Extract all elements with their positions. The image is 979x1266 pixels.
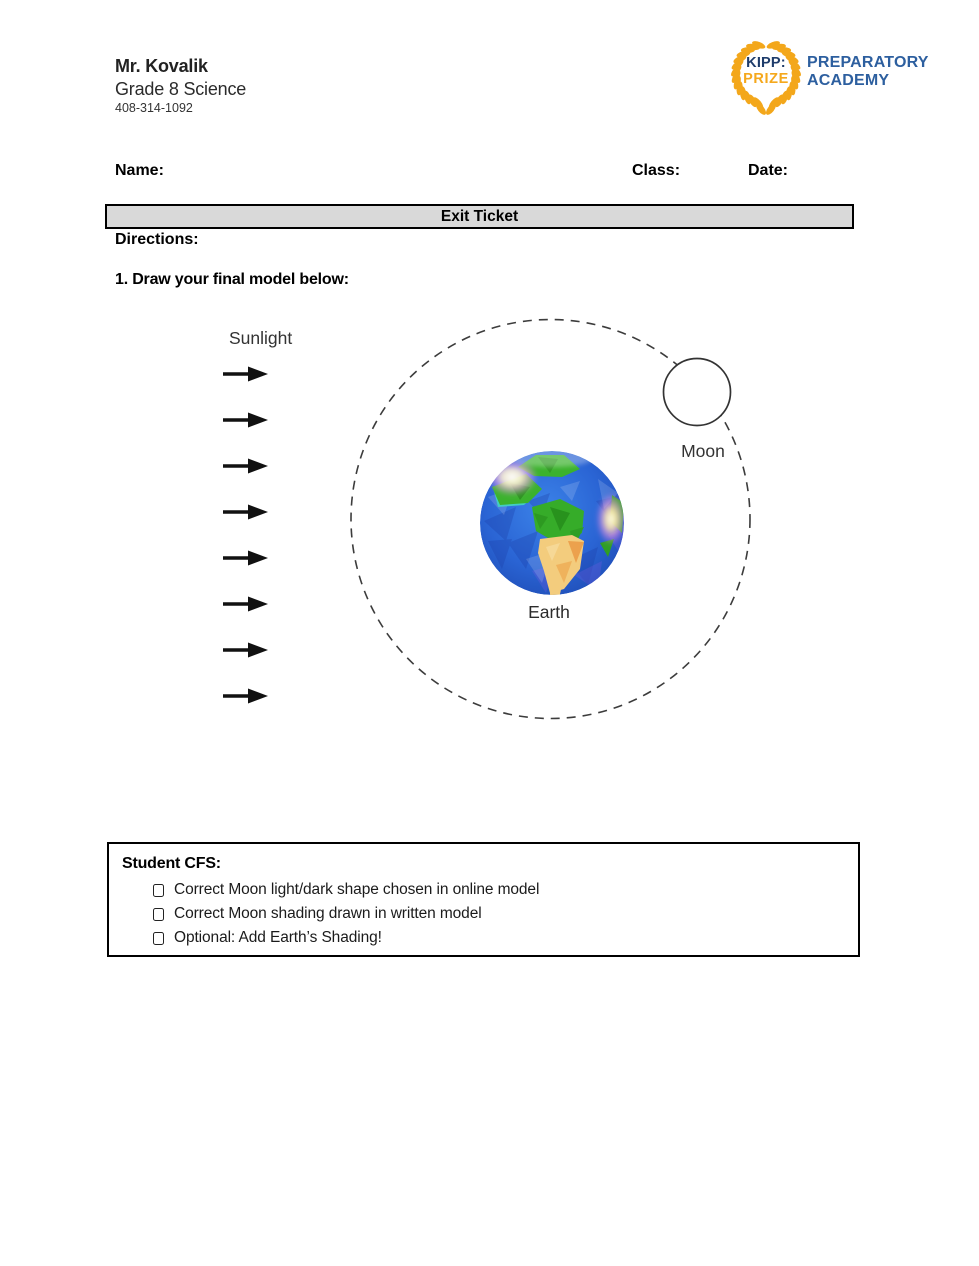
sunlight-arrow-icon (222, 366, 269, 382)
cfs-item-text: Correct Moon light/dark shape chosen in online model (174, 881, 540, 898)
class-field-label: Class: (632, 162, 681, 179)
cfs-item-text: Correct Moon shading drawn in written model (174, 905, 482, 922)
teacher-name: Mr. Kovalik (115, 56, 208, 76)
cfs-item-text: Optional: Add Earth’s Shading! (174, 929, 382, 946)
logo-academy-text (807, 54, 929, 90)
cfs-list (122, 878, 844, 950)
orbit-diagram (330, 300, 770, 740)
sunlight-arrow-icon (222, 596, 269, 612)
moon-label: Moon (681, 441, 725, 461)
student-cfs-box (107, 842, 860, 957)
checkbox-icon (153, 932, 164, 945)
logo-line1: PREPARATORY (807, 54, 929, 71)
cfs-item (153, 926, 844, 950)
date-field-label: Date: (748, 162, 789, 179)
sunlight-arrow-icon (222, 688, 269, 704)
banner-title: Exit Ticket (440, 207, 519, 225)
sunlight-arrows (222, 366, 269, 704)
phone-number: 408-314-1092 (115, 101, 193, 115)
logo-kipp-text: KIPP: (746, 55, 786, 71)
directions-label: Directions: (115, 231, 199, 248)
logo-prize-text: PRIZE (743, 71, 789, 87)
earth-label: Earth (528, 602, 570, 622)
logo-wordmark (728, 55, 804, 87)
checkbox-icon (153, 908, 164, 921)
sunlight-arrow-icon (222, 642, 269, 658)
course-name: Grade 8 Science (115, 79, 247, 99)
question-1: 1. Draw your final model below: (115, 271, 349, 288)
moon-circle (664, 359, 731, 426)
sunlight-arrow-icon (222, 412, 269, 428)
sunlight-arrow-icon (222, 458, 269, 474)
exit-ticket-banner (105, 204, 854, 229)
sunlight-arrow-icon (222, 550, 269, 566)
sunlight-arrow-icon (222, 504, 269, 520)
name-field-label: Name: (115, 162, 164, 179)
sunlight-label: Sunlight (229, 328, 293, 348)
cfs-title: Student CFS: (122, 855, 221, 872)
cfs-item (153, 902, 844, 926)
earth-illustration (480, 447, 626, 603)
logo-line2: ACADEMY (807, 72, 890, 89)
cfs-item (153, 878, 844, 902)
checkbox-icon (153, 884, 164, 897)
